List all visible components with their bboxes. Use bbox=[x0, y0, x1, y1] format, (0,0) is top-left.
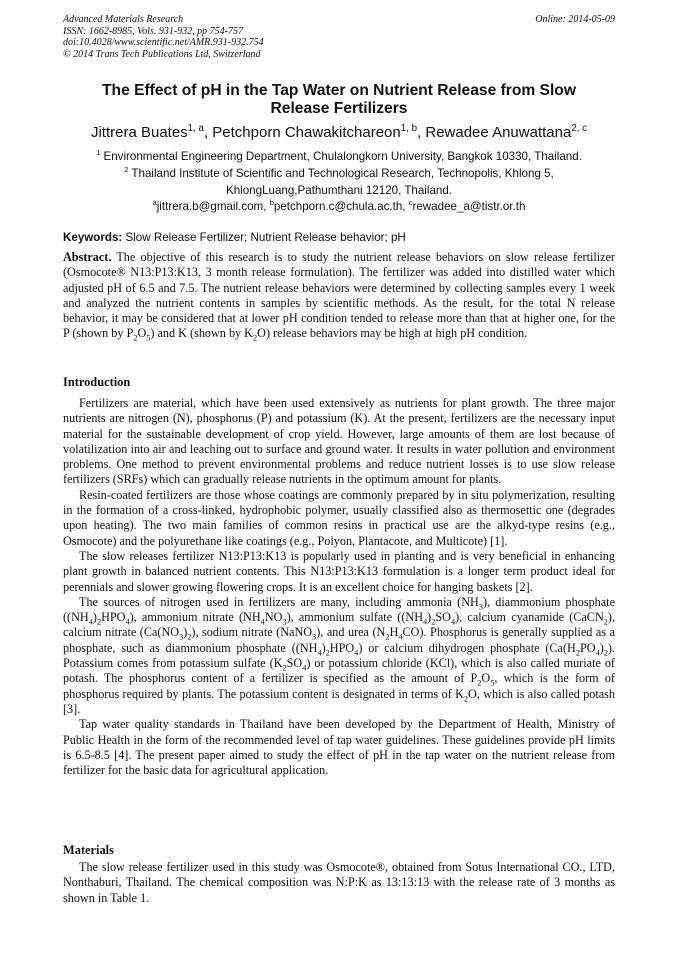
materials-heading: Materials bbox=[63, 843, 114, 857]
text-run: SO bbox=[435, 610, 451, 625]
text-run: NO bbox=[264, 610, 283, 625]
email-list bbox=[63, 198, 615, 215]
subscript: 3 bbox=[282, 617, 287, 627]
journal-header bbox=[63, 14, 615, 60]
text-run: ) bbox=[427, 610, 432, 625]
author-3-sup: 2, c bbox=[571, 123, 588, 134]
subscript: 4 bbox=[354, 648, 359, 658]
intro-paragraph-5: Tap water quality standards in Thailand have been developed by the Department of Health, Ministry of Public Health in the form of the recommended level of tap water guidelines. These guidelines provide pH limits is 6.5-8.5 [4]. The present paper aimed to study the effect of pH in the tap water on the nutrient release from fertilizer for the basic data for agricultural application. bbox=[63, 717, 615, 778]
subscript: 2 bbox=[325, 648, 330, 658]
text-run: ) or calcium dihydrogen phosphate (Ca(H bbox=[358, 640, 576, 655]
text-run: CO). Phosphorus is generally supplied as a phosphate, such as diammonium phosphate ((NH bbox=[63, 625, 615, 655]
text-run: , which is the form of phosphorus required by plants. The potassium content is designated in terms of K bbox=[63, 671, 615, 701]
text-run: SO bbox=[286, 656, 303, 671]
abstract-paragraph bbox=[63, 250, 615, 342]
email-c[interactable]: rewadee_a@tistr.or.th bbox=[412, 200, 526, 213]
copyright: © 2014 Trans Tech Publications Ltd, Switzerland bbox=[63, 48, 261, 60]
subscript: 3 bbox=[312, 632, 317, 642]
intro-paragraph-3: The slow releases fertilizer N13:P13:K13 is popularly used in planting and is very beneficial in enhancing plant growth in balanced nutrient contents. This N13:P13:K13 formulation is a longer term product ideal for perennials and slower growing flowering crops. It is an excellent choice for hanging baskets [2]. bbox=[63, 548, 615, 594]
affiliation-2-cont: KhlongLuang,Pathumthani 12120, Thailand. bbox=[225, 184, 453, 197]
affil-text: Thailand Institute of Scientific and Technological Research, Technopolis, Khlong 5, bbox=[128, 167, 554, 180]
text-run: O) release behaviors may be high at high pH condition. bbox=[257, 326, 528, 341]
abstract-label: Abstract. bbox=[63, 250, 112, 264]
doi[interactable]: doi:10.4028/www.scientific.net/AMR.931-932.754 bbox=[63, 37, 264, 49]
email-a[interactable]: jittrera.b@gmail.com, bbox=[156, 200, 270, 213]
introduction-heading: Introduction bbox=[63, 375, 131, 389]
text-run: O, which is also called potash [3]. bbox=[63, 686, 616, 716]
subscript: 2 bbox=[463, 694, 469, 704]
subscript: 2 bbox=[96, 617, 102, 627]
text-run: ) bbox=[599, 640, 604, 655]
author-list bbox=[63, 124, 615, 142]
subscript: 4 bbox=[260, 617, 265, 627]
text-run: ) and K (shown by K bbox=[150, 326, 253, 341]
author-2: Petchporn Chawakitchareon bbox=[212, 124, 401, 141]
author-1: Jittrera Buates bbox=[90, 124, 188, 141]
subscript: 4 bbox=[125, 617, 130, 627]
text-run: HPO bbox=[101, 610, 126, 625]
keywords-text: Slow Release Fertilizer; Nutrient Release behavior; pH bbox=[122, 231, 406, 244]
affil-text: Environmental Engineering Department, Chulalongkorn University, Bangkok 10330, Thailand. bbox=[100, 150, 582, 163]
text-run: The objective of this research is to study the nutrient release behaviors on slow release fertilizer (Osmocote® N13:P13:K13, 3 month release formulation). The fertilizer was added into distilled water which adjusted pH of 6.5 and 7.5. The nutrient release behaviors were determined by collecting samples every 1 week and analyzed the nutrient contents in samples by scientific methods. As the result, for the total N release behavior, it may be considered that at lower pH condition tended to release more than that at higher one, for the P (shown by P bbox=[63, 250, 615, 341]
title-line-1: The Effect of pH in the Tap Water on Nutrient Release from Slow bbox=[102, 82, 576, 99]
email-sup: a bbox=[152, 198, 157, 208]
subscript: 2 bbox=[477, 678, 482, 688]
text-run: ), and urea (N bbox=[316, 625, 386, 640]
email-sup: b bbox=[269, 198, 274, 208]
journal-name: Advanced Materials Research bbox=[63, 14, 184, 25]
email-b[interactable]: petchporn.c@chula.ac.th, bbox=[273, 200, 409, 213]
title-line-2: Release Fertilizers bbox=[270, 100, 408, 117]
subscript: 2 bbox=[603, 648, 608, 658]
text-run: ) bbox=[92, 610, 97, 625]
subscript: 2 bbox=[133, 333, 138, 343]
author-1-sup: 1, a bbox=[187, 123, 204, 134]
text-run: ), calcium nitrate (Ca(NO bbox=[63, 610, 615, 640]
affil-num: 1 bbox=[96, 148, 101, 158]
introduction-body bbox=[63, 396, 615, 778]
text-run: ), calcium cyanamide (CaCN bbox=[455, 610, 604, 625]
author-sep: , bbox=[417, 124, 426, 141]
subscript: 4 bbox=[398, 632, 403, 642]
text-run: ) bbox=[183, 625, 188, 640]
subscript: 3 bbox=[179, 632, 184, 642]
text-run: ), diammonium phosphate ((NH bbox=[63, 594, 615, 625]
text-run: H bbox=[389, 625, 399, 640]
text-run: ) or potassium chloride (KCl), which is also called muriate of potash. The phosphorus content of a fertilizer is specified as the amount of P bbox=[63, 656, 615, 686]
paper-title bbox=[63, 82, 615, 118]
materials-paragraph-1: The slow release fertilizer used in this study was Osmocote®, obtained from Sotus International CO., LTD, Nonthaburi, Thailand. The chemical composition was N:P:K as 13:13:13 with the release rate of 3 months as shown in Table 1. bbox=[63, 860, 615, 905]
text-run: ), ammonium nitrate (NH bbox=[129, 610, 261, 625]
text-run: HPO bbox=[329, 640, 355, 655]
intro-paragraph-4 bbox=[63, 595, 615, 717]
affiliation-2 bbox=[63, 165, 615, 182]
keywords-label: Keywords: bbox=[63, 231, 123, 244]
text-run: ), ammonium sulfate ((NH bbox=[286, 610, 424, 625]
subscript: 2 bbox=[187, 632, 192, 642]
text-run: O bbox=[137, 326, 147, 341]
affiliations bbox=[63, 148, 615, 199]
issn: ISSN: 1662-8985, Vols. 931-932, pp 754-757 bbox=[63, 25, 243, 37]
author-3: Rewadee Anuwattana bbox=[425, 124, 572, 141]
text-run: ), sodium nitrate (NaNO bbox=[191, 625, 313, 640]
subscript: 5 bbox=[146, 333, 151, 343]
subscript: 4 bbox=[450, 617, 456, 627]
subscript: 4 bbox=[317, 648, 322, 658]
materials-body bbox=[63, 860, 615, 906]
email-sup: c bbox=[408, 198, 413, 208]
subscript: 2 bbox=[385, 632, 390, 642]
subscript: 2 bbox=[603, 617, 608, 627]
text-run: PO bbox=[579, 640, 596, 655]
subscript: 4 bbox=[595, 648, 600, 658]
subscript: 2 bbox=[431, 617, 436, 627]
online-date: Online: 2014-05-09 bbox=[535, 14, 615, 25]
intro-paragraph-1: Fertilizers are material, which have been used extensively as nutrients for plant growth. The three major nutrients are nitrogen (N), phosphorus (P) and potassium (K). At the present, fertilizers are the necessary input material for the sustainable development of crop yield. However, large amounts of them are lost because of volatilization into air and leaching out to surface and ground water. It results in water pollution and environment problems. One method to prevent environmental problems and reduce nutrient losses is to use slow release fertilizers (SRFs) which can gradually release nutrients in the optimum amount for plants. bbox=[63, 396, 615, 487]
author-2-sup: 1, b bbox=[400, 123, 418, 134]
subscript: 5 bbox=[490, 678, 495, 688]
keywords bbox=[63, 230, 615, 246]
text-run: The sources of nitrogen used in fertilizers are many, including ammonia (NH bbox=[79, 594, 479, 609]
subscript: 4 bbox=[302, 663, 307, 673]
subscript: 3 bbox=[478, 602, 483, 612]
affil-num: 2 bbox=[124, 165, 129, 175]
subscript: 4 bbox=[88, 617, 93, 627]
text-run: ) bbox=[321, 640, 326, 655]
author-sep: , bbox=[203, 124, 213, 141]
affiliation-1 bbox=[63, 148, 615, 165]
text-run: ). Potassium comes from potassium sulfate (K bbox=[63, 640, 616, 671]
intro-paragraph-2: Resin-coated fertilizers are those whose coatings are commonly prepared by in situ polymerization, resulting in the formation of a cross-linked, hydrophobic polymer, usually classified also as thermosettic one (degrades upon heating). The two main families of common resins in practical use are the alkyd-type resins (e.g., Osmocote) and the polyurethane like coatings (e.g., Polyon, Plantacote, and Multicote) [1]. bbox=[63, 487, 615, 548]
text-run: O bbox=[481, 671, 491, 686]
subscript: 4 bbox=[423, 617, 428, 627]
subscript: 2 bbox=[253, 333, 258, 343]
abstract bbox=[63, 250, 615, 342]
subscript: 2 bbox=[282, 663, 287, 673]
subscript: 2 bbox=[575, 648, 580, 658]
